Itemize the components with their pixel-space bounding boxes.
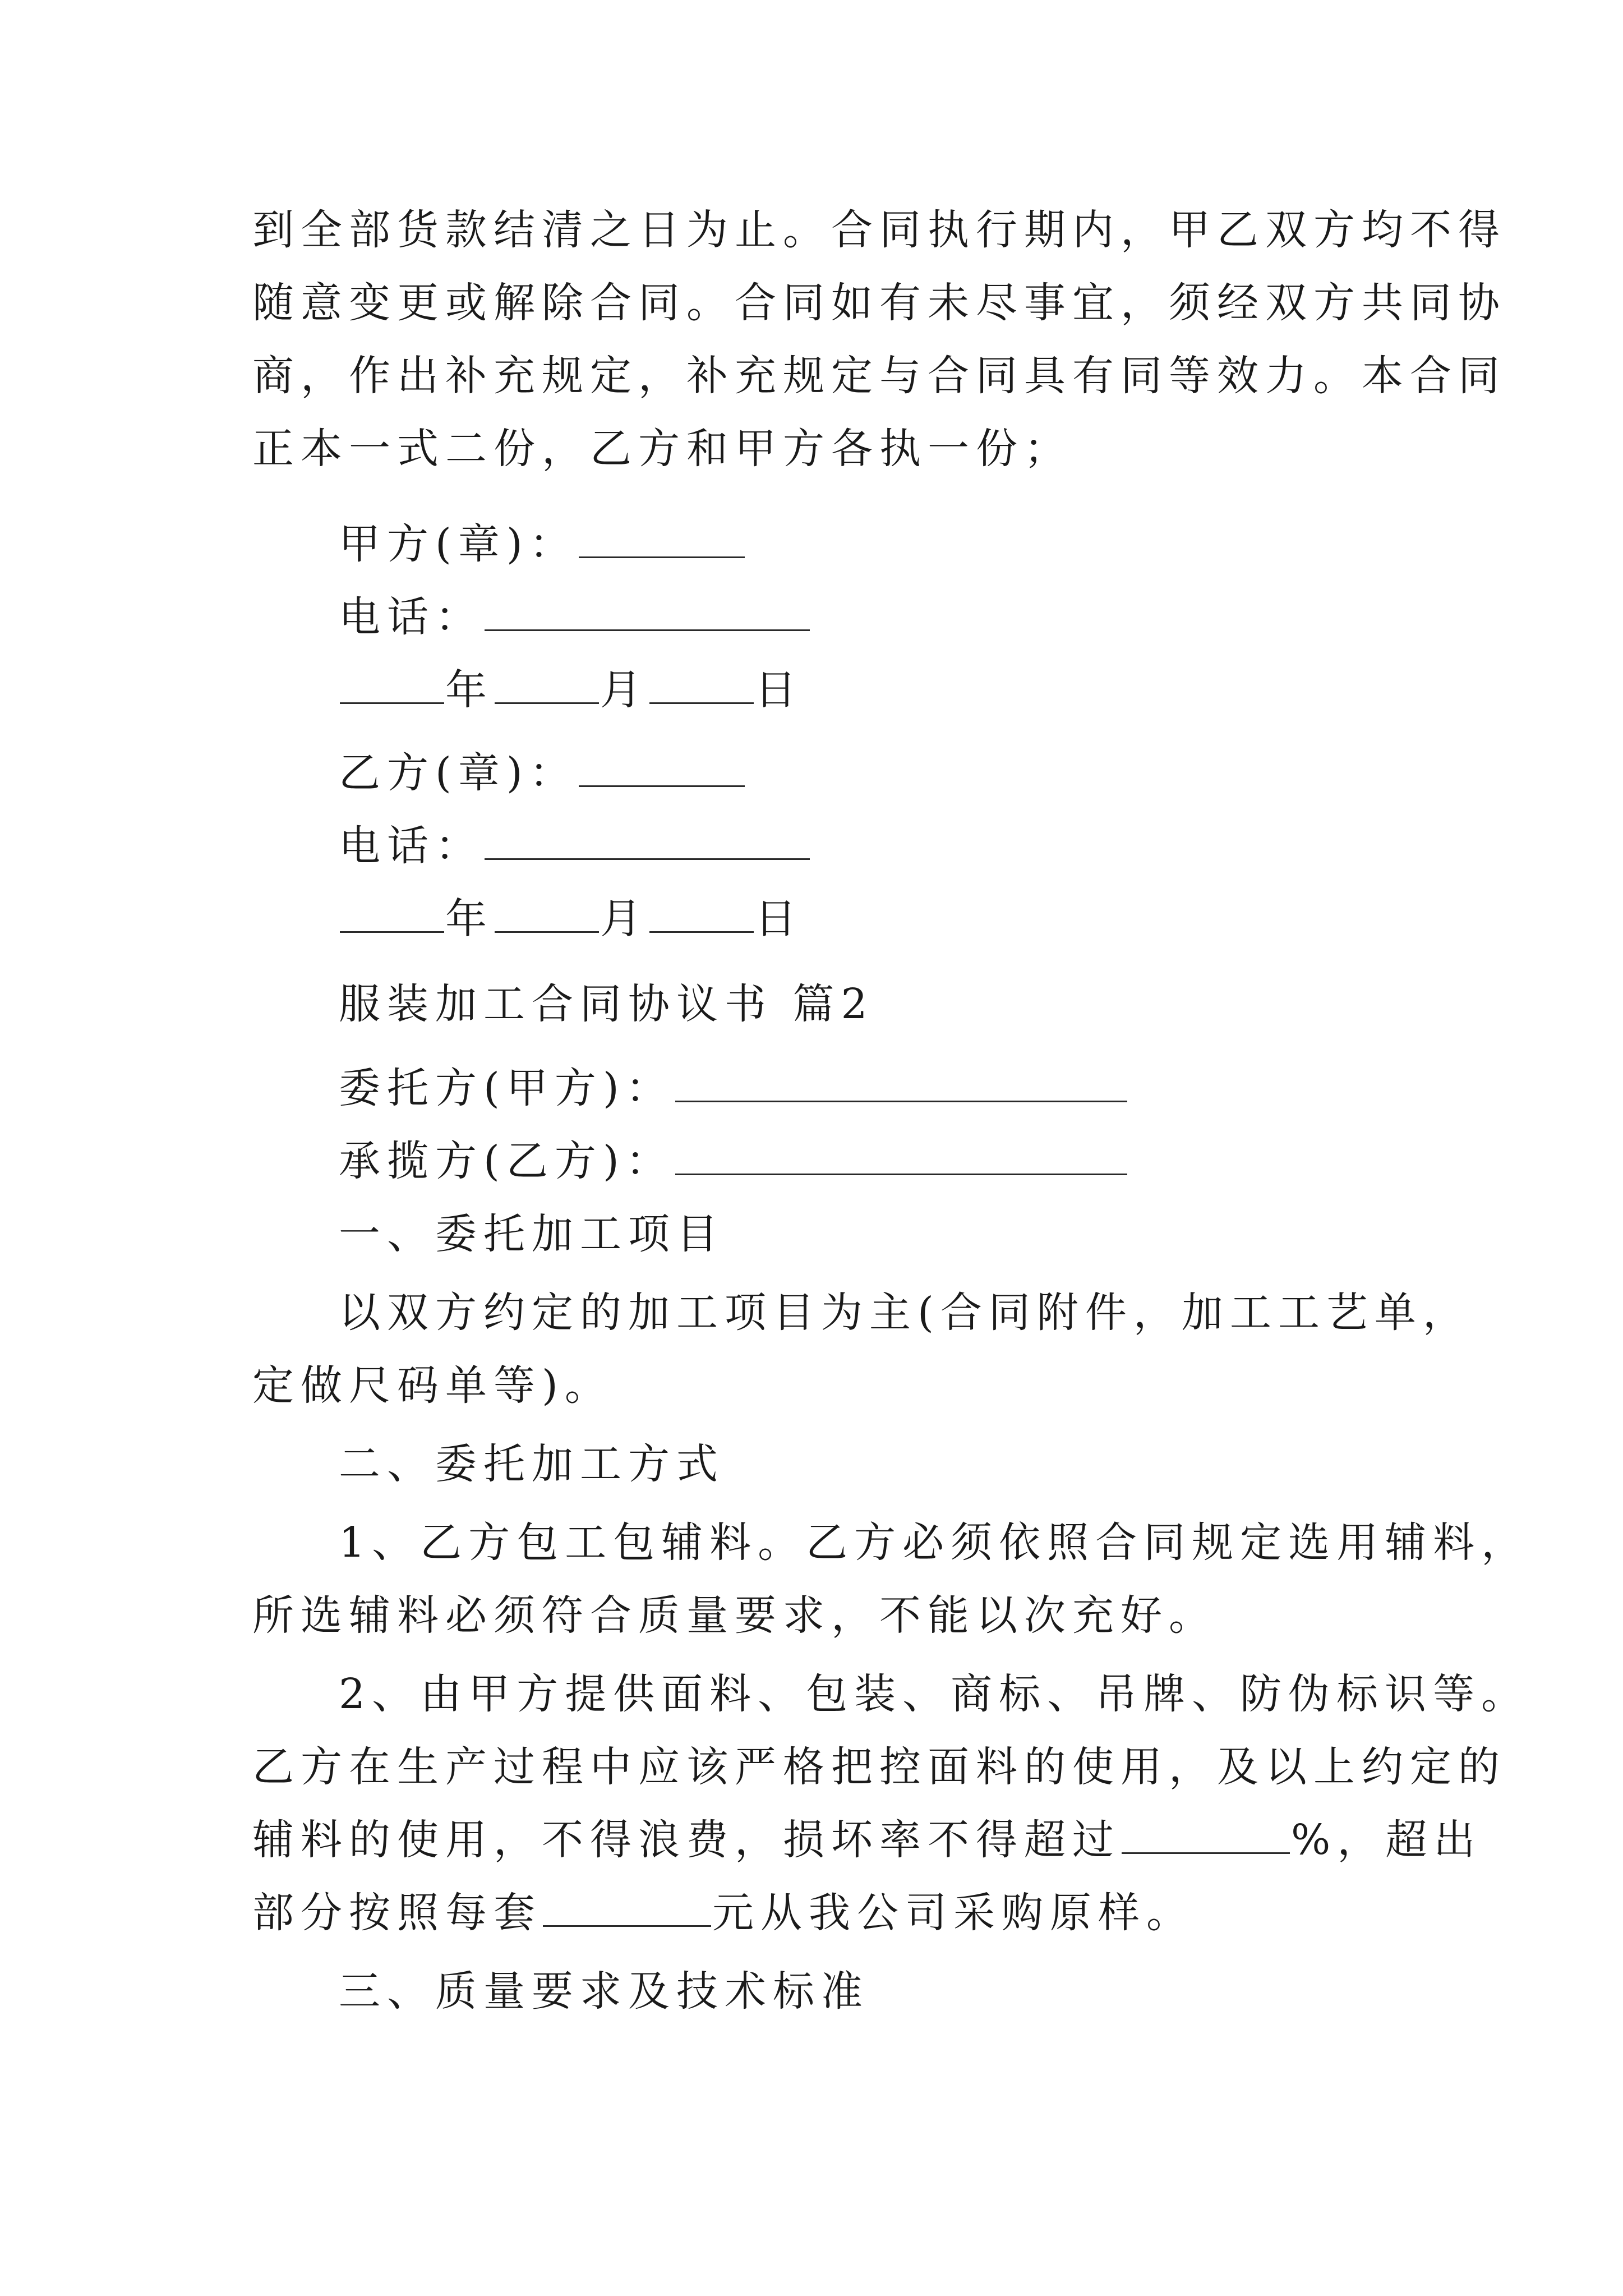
heading-3: 三、质量要求及技术标准 (339, 1967, 869, 2016)
heading-2: 二、委托加工方式 (339, 1440, 725, 1488)
client-blank (675, 1064, 1127, 1102)
party-b-year-label: 年 (445, 895, 494, 943)
heading-1: 一、委托加工项目 (339, 1210, 725, 1258)
method1-line-2: 所选辅料必须符合质量要求，不能以次充好。 (252, 1591, 1217, 1640)
party-b-day-label: 日 (755, 895, 803, 943)
damage-rate-text: 辅料的使用，不得浪费，损坏率不得超过 (252, 1816, 1121, 1864)
party-b-date-line (339, 891, 803, 947)
party-b-day-blank (649, 894, 754, 933)
method2-line-4 (252, 1885, 1195, 1941)
price-per-set-suffix: 元从我公司采购原样。 (712, 1889, 1195, 1937)
method2-line-2: 乙方在生产过程中应该严格把控面料的使用，及以上约定的 (252, 1743, 1506, 1791)
party-a-seal-label: 甲方(章)： (339, 520, 578, 568)
party-a-year-blank (340, 665, 444, 704)
party-b-month-blank (495, 894, 599, 933)
party-b-seal-line (339, 745, 746, 801)
paragraph-line-1: 到全部货款结清之日为止。合同执行期内，甲乙双方均不得 (252, 206, 1506, 254)
party-b-month-label: 月 (600, 895, 648, 943)
party-a-day-blank (649, 665, 754, 704)
item1-line-2: 定做尺码单等)。 (252, 1361, 613, 1410)
party-b-phone-blank (485, 821, 810, 860)
client-line (339, 1060, 1128, 1116)
paragraph-line-2: 随意变更或解除合同。合同如有未尽事宜，须经双方共同协 (252, 279, 1506, 327)
party-b-phone-label: 电话： (339, 822, 483, 870)
damage-rate-blank (1122, 1815, 1290, 1854)
section2-title: 服装加工合同协议书 篇2 (339, 980, 874, 1028)
party-a-month-label: 月 (600, 666, 648, 714)
party-a-phone-blank (485, 592, 810, 631)
paragraph-line-4: 正本一式二份，乙方和甲方各执一份； (252, 425, 1072, 473)
contractor-blank (675, 1137, 1127, 1175)
paragraph-line-3: 商，作出补充规定，补充规定与合同具有同等效力。本合同 (252, 352, 1506, 400)
party-b-seal-blank (579, 748, 745, 787)
party-b-phone-line (339, 818, 811, 874)
party-a-phone-line (339, 589, 811, 645)
method1-line-1: 1、乙方包工包辅料。乙方必须依照合同规定选用辅料， (339, 1519, 1530, 1567)
item1-line-1: 以双方约定的加工项目为主(合同附件，加工工艺单， (339, 1289, 1471, 1337)
party-b-year-blank (340, 894, 444, 933)
method2-line-3 (252, 1812, 1482, 1868)
party-a-phone-label: 电话： (339, 593, 483, 641)
party-a-year-label: 年 (445, 666, 494, 714)
contractor-label: 承揽方(乙方)： (339, 1137, 674, 1185)
price-per-set-text: 部分按照每套 (252, 1889, 542, 1937)
damage-rate-suffix: %，超出 (1291, 1816, 1482, 1864)
method2-line-1: 2、由甲方提供面料、包装、商标、吊牌、防伪标识等。 (339, 1670, 1530, 1718)
party-a-date-line (339, 662, 803, 718)
party-a-day-label: 日 (755, 666, 803, 714)
party-a-month-blank (495, 665, 599, 704)
client-label: 委托方(甲方)： (339, 1064, 674, 1112)
price-per-set-blank (543, 1888, 711, 1927)
party-b-seal-label: 乙方(章)： (339, 749, 578, 797)
party-a-seal-line (339, 516, 746, 572)
party-a-seal-blank (579, 519, 745, 558)
contractor-line (339, 1133, 1128, 1189)
